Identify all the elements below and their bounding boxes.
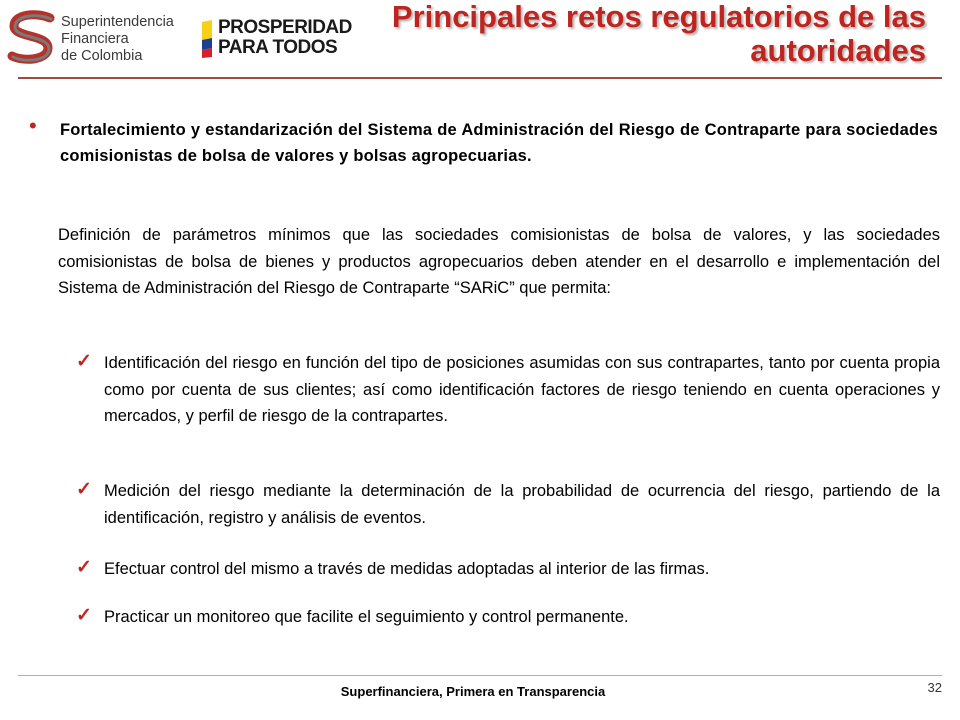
slide-title: [392, 0, 926, 68]
intro-paragraph: Definición de parámetros mínimos que las sociedades comisionistas de bolsa de valores, y las sociedades comisionistas de bolsa de bienes y productos agropecuarios deben atender en el desarrollo e implementación del Sistema de Administración del Riesgo de Contraparte “SARiC” que permita:: [58, 226, 940, 297]
checkmark-icon: ✓: [76, 605, 92, 626]
list-item-text: Practicar un monitoreo que facilite el seguimiento y control permanente.: [104, 608, 629, 626]
list-item: [76, 478, 940, 531]
prosperidad-line-1: PROSPERIDAD: [218, 17, 352, 38]
slide-title-line-1: Principales retos regulatorios de las: [391, 0, 926, 34]
list-item: [76, 556, 940, 583]
logo-line-3: de Colombia: [61, 48, 143, 64]
checkmark-icon: ✓: [76, 351, 92, 372]
bullet-icon: •: [29, 113, 37, 138]
checkmark-icon: ✓: [76, 479, 92, 500]
colombia-flag-icon: [200, 20, 214, 58]
superfinanciera-emblem-icon: [6, 10, 56, 66]
prosperidad-logo-text: [218, 18, 352, 58]
slide-title-line-2: autoridades: [750, 33, 926, 68]
list-item: [76, 350, 940, 430]
list-item: [76, 604, 940, 631]
header-divider: [18, 77, 942, 79]
list-item-text: Identificación del riesgo en función del tipo de posiciones asumidas con sus contrapartes, tanto por cuenta propia como por cuenta de sus clientes; así como identificación factores de riesgo teniendo en cuenta operaciones y mercados, y perfil de riesgo de la contrapartes.: [104, 354, 940, 425]
prosperidad-line-2: PARA TODOS: [218, 37, 338, 58]
logo-line-1: Superintendencia: [61, 14, 174, 30]
prosperidad-logo: [200, 18, 350, 62]
superfinanciera-logo: [6, 10, 178, 66]
logo-line-2: Financiera: [61, 31, 129, 47]
checkmark-icon: ✓: [76, 557, 92, 578]
section-heading: Fortalecimiento y estandarización del Sistema de Administración del Riesgo de Contraparte para sociedades comisionistas de bolsa de valores y bolsas agropecuarias.: [60, 121, 938, 165]
footer-divider: [18, 675, 942, 676]
page-number: 32: [927, 680, 942, 695]
footer-text: Superfinanciera, Primera en Transparencia: [340, 684, 606, 699]
superfinanciera-logo-text: [61, 14, 174, 65]
list-item-text: Medición del riesgo mediante la determinación de la probabilidad de ocurrencia del riesgo, partiendo de la identificación, registro y análisis de eventos.: [104, 482, 940, 527]
list-item-text: Efectuar control del mismo a través de medidas adoptadas al interior de las firmas.: [104, 560, 710, 578]
